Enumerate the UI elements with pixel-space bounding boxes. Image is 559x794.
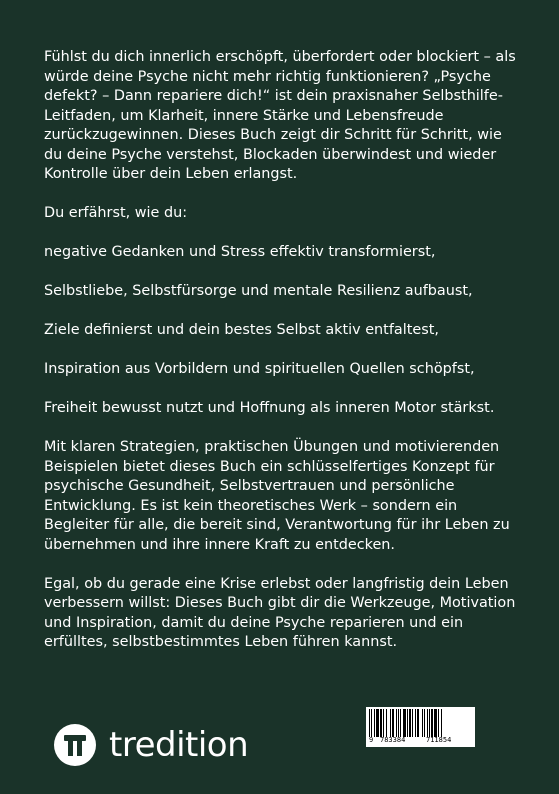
body-paragraph: Mit klaren Strategien, praktischen Übungen und motivierenden Beispielen bietet dieses Buch ein schlüsselfertiges Konzept für psychische Gesundheit, Selbstvertrauen und persönliche Entwicklung. Es ist kein theoretisches Werk – sondern ein Begleiter für alle, die bereit sind, Verantwortung für ihr Leben zu übernehmen und ihre innere Kraft zu entdecken.: [44, 439, 510, 553]
barcode-bar: [392, 709, 394, 737]
list-item: Freiheit bewusst nutzt und Hoffnung als inneren Motor stärkst.: [44, 400, 495, 416]
barcode-bar: [431, 709, 433, 737]
tredition-t-circle-icon: [54, 724, 96, 766]
barcode-bar: [429, 709, 430, 737]
barcode-bar: [383, 709, 384, 737]
list-item: Selbstliebe, Selbstfürsorge und mentale Resilienz aufbaust,: [44, 283, 473, 299]
barcode-bar: [422, 709, 423, 737]
list-intro: Du erfährst, wie du:: [44, 205, 188, 221]
barcode-bar: [390, 709, 391, 737]
barcode-bar: [396, 709, 397, 737]
back-cover-blurb: [44, 48, 520, 672]
barcode-bar: [398, 709, 399, 737]
barcode-left-group: 783384: [380, 736, 406, 744]
barcode-bar: [403, 709, 406, 737]
barcode-first-digit: 9: [369, 736, 374, 744]
list-item: negative Gedanken und Stress effektiv transformierst,: [44, 244, 436, 260]
publisher-name: tredition: [109, 725, 249, 765]
barcode-bar: [438, 709, 439, 737]
barcode-bar: [427, 709, 428, 737]
barcode-bar: [369, 709, 370, 737]
barcode-bar: [417, 709, 419, 737]
closing-paragraph: Egal, ob du gerade eine Krise erlebst oder langfristig dein Leben verbessern willst: Dieses Buch gibt dir die Werkzeuge, Motivation und Inspiration, damit du deine Psyche reparieren und ein erfülltes, selbstbestimmtes Leben führen kannst.: [44, 575, 516, 650]
publisher-logo: [54, 724, 248, 766]
barcode-bar: [380, 709, 382, 737]
isbn-barcode: [366, 707, 475, 747]
barcode-bar: [407, 709, 408, 737]
barcode-bar: [415, 709, 416, 737]
barcode-bars: [366, 707, 475, 739]
barcode-bar: [441, 709, 442, 737]
barcode-bar: [424, 709, 425, 737]
barcode-bar: [371, 709, 372, 737]
barcode-bar: [409, 709, 411, 737]
barcode-bar: [412, 709, 413, 737]
barcode-bar: [374, 709, 375, 737]
list-item: Inspiration aus Vorbildern und spirituellen Quellen schöpfst,: [44, 361, 475, 377]
intro-paragraph: Fühlst du dich innerlich erschöpft, überfordert oder blockiert – als würde deine Psyche nicht mehr richtig funktionieren? „Psyche defekt? – Dann repariere dich!“ ist dein praxisnaher Selbsthilfe-Leitfaden, um Klarheit, innere Stärke und Lebensfreude zurückzugewinnen. Dieses Buch zeigt dir Schritt für Schritt, wie du deine Psyche verstehst, Blockaden überwindest und wieder Kontrolle über dein Leben erlangst.: [44, 49, 516, 182]
barcode-bar: [376, 709, 379, 737]
list-item: Ziele definierst und dein bestes Selbst aktiv entfaltest,: [44, 322, 439, 338]
barcode-bar: [400, 709, 401, 737]
barcode-bar: [434, 709, 437, 737]
barcode-right-group: 711854: [426, 736, 452, 744]
barcode-digits: [366, 736, 475, 746]
barcode-bar: [386, 709, 387, 737]
